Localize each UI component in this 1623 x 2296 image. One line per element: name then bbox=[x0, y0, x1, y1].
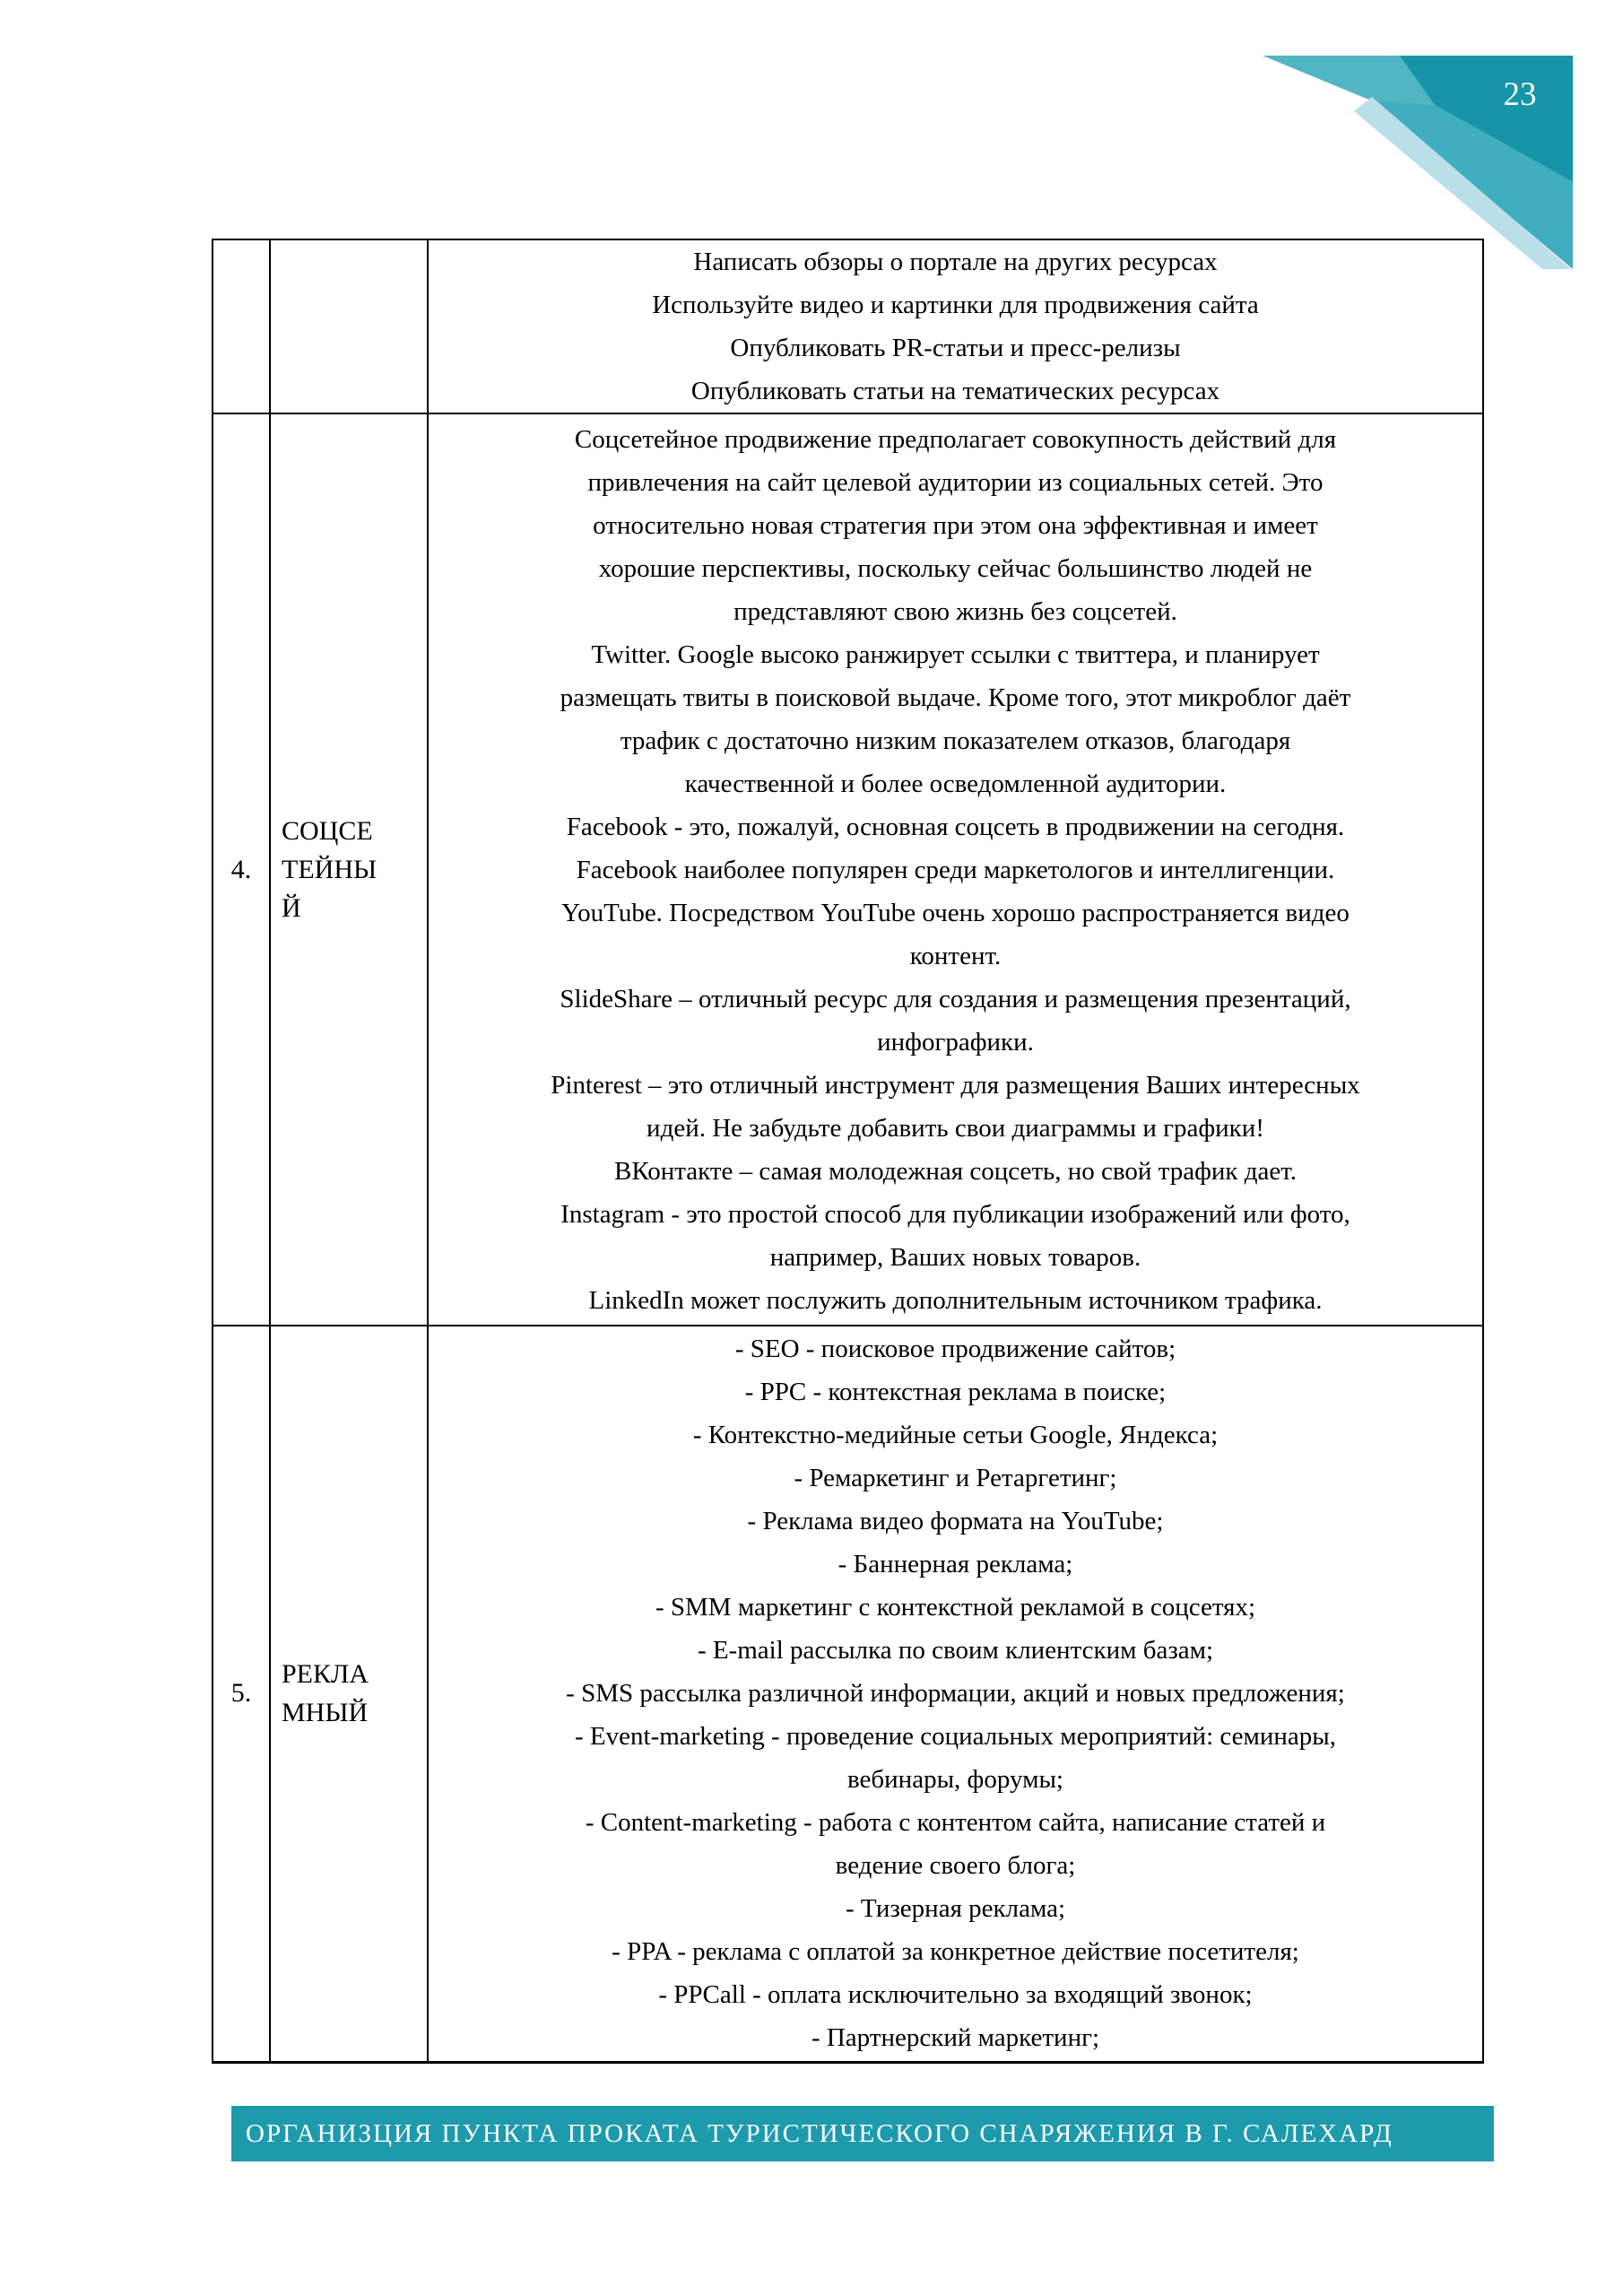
description-line: Facebook - это, пожалуй, основная соцсеть в продвижении на сегодня. bbox=[566, 812, 1345, 841]
description-line: Используйте видео и картинки для продвижения сайта bbox=[652, 291, 1259, 319]
description-line: LinkedIn может послужить дополнительным источником трафика. bbox=[588, 1285, 1323, 1315]
description-line: ВКонтакте – самая молодежная соцсеть, но свой трафик дает. bbox=[614, 1156, 1297, 1186]
description-line: Написать обзоры о портале на других ресурсах bbox=[693, 248, 1218, 276]
description-line: - Баннерная реклама; bbox=[838, 1550, 1073, 1579]
description-line: Instagram - это простой способ для публикации изображений или фото, bbox=[560, 1199, 1350, 1229]
description-line: Twitter. Google высоко ранжирует ссылки с твиттера, и планирует bbox=[591, 639, 1320, 669]
table-row bbox=[213, 413, 1483, 1326]
description-line: - E-mail рассылка по своим клиентским базам; bbox=[697, 1636, 1214, 1665]
description-line: - SMM маркетинг с контекстной рекламой в соцсетях; bbox=[655, 1593, 1256, 1622]
description-line: привлечения на сайт целевой аудитории из социальных сетей. Это bbox=[587, 467, 1324, 497]
description-line: Соцсетейное продвижение предполагает совокупность действий для bbox=[574, 424, 1337, 454]
category-line: РЕКЛА bbox=[282, 1659, 369, 1690]
description-line: - Ремаркетинг и Ретаргетинг; bbox=[794, 1464, 1117, 1493]
footer-title: ОРГАНИЗЦИЯ ПУНКТА ПРОКАТА ТУРИСТИЧЕСКОГО СНАРЯЖЕНИЯ В Г. САЛЕХАРД bbox=[246, 2118, 1393, 2148]
description-line: YouTube. Посредством YouTube очень хорошо распространяется видео bbox=[561, 898, 1350, 927]
description-cell bbox=[428, 239, 1483, 413]
description-line: - Content-marketing - работа с контентом сайта, написание статей и bbox=[585, 1808, 1326, 1838]
table-row bbox=[213, 239, 1483, 413]
description-line: например, Ваших новых товаров. bbox=[769, 1242, 1141, 1272]
description-line: представляют свою жизнь без соцсетей. bbox=[733, 596, 1177, 626]
description-line: - SMS рассылка различной информации, акций и новых предложения; bbox=[566, 1679, 1345, 1709]
marketing-channels-table bbox=[212, 239, 1484, 2064]
row-number-cell bbox=[213, 239, 270, 413]
category-line: СОЦСЕ bbox=[282, 816, 373, 846]
category-cell bbox=[270, 239, 428, 413]
description-line: SlideShare – отличный ресурс для создания и размещения презентаций, bbox=[560, 984, 1351, 1013]
footer-bar bbox=[231, 2106, 1494, 2161]
description-line: Facebook наиболее популярен среди маркетологов и интеллигенции. bbox=[576, 855, 1335, 884]
description-line: качественной и более осведомленной аудитории. bbox=[684, 769, 1227, 798]
description-line: ведение своего блога; bbox=[835, 1851, 1076, 1881]
description-cell bbox=[428, 413, 1483, 1326]
description-line: - PPCall - оплата исключительно за входящий звонок; bbox=[658, 1980, 1253, 2010]
description-line: инфографики. bbox=[877, 1027, 1034, 1057]
description-line: идей. Не забудьте добавить свои диаграммы и графики! bbox=[647, 1113, 1264, 1143]
description-line: Pinterest – это отличный инструмент для размещения Ваших интересных bbox=[551, 1070, 1360, 1100]
page-number: 23 bbox=[1503, 76, 1537, 113]
description-line: - Event-marketing - проведение социальных мероприятий: семинары, bbox=[575, 1722, 1336, 1752]
description-cell bbox=[428, 1326, 1483, 2062]
description-line: Опубликовать статьи на тематических ресурсах bbox=[690, 377, 1220, 405]
description-line: размещать твиты в поисковой выдаче. Кроме того, этот микроблог даёт bbox=[560, 683, 1351, 712]
category-cell bbox=[270, 413, 428, 1326]
category-line: МНЫЙ bbox=[282, 1698, 369, 1728]
row-number-cell: 5. bbox=[213, 1326, 270, 2062]
description-line: - SEO - поисковое продвижение сайтов; bbox=[734, 1335, 1176, 1364]
description-line: вебинары, форумы; bbox=[847, 1765, 1063, 1795]
description-line: - Партнерский маркетинг; bbox=[811, 2023, 1100, 2053]
description-line: - Реклама видео формата на YouTube; bbox=[747, 1507, 1164, 1536]
row-number-cell: 4. bbox=[213, 413, 270, 1326]
description-line: Опубликовать PR-статьи и пресс-релизы bbox=[730, 334, 1181, 362]
table-row bbox=[213, 1326, 1483, 2062]
category-cell bbox=[270, 1326, 428, 2062]
description-line: контент. bbox=[909, 941, 1002, 970]
description-line: - PPA - реклама с оплатой за конкретное действие посетителя; bbox=[612, 1937, 1299, 1967]
description-line: трафик с достаточно низким показателем отказов, благодаря bbox=[620, 726, 1291, 755]
category-line: Й bbox=[282, 893, 301, 923]
description-line: - Тизерная реклама; bbox=[845, 1894, 1066, 1924]
description-line: - Контекстно-медийные сетьи Google, Яндекса; bbox=[692, 1421, 1219, 1450]
description-line: - PPC - контекстная реклама в поиске; bbox=[744, 1378, 1167, 1407]
description-line: хорошие перспективы, поскольку сейчас большинство людей не bbox=[598, 553, 1313, 583]
category-line: ТЕЙНЫ bbox=[282, 855, 378, 884]
description-line: относительно новая стратегия при этом она эффективная и имеет bbox=[593, 510, 1318, 540]
